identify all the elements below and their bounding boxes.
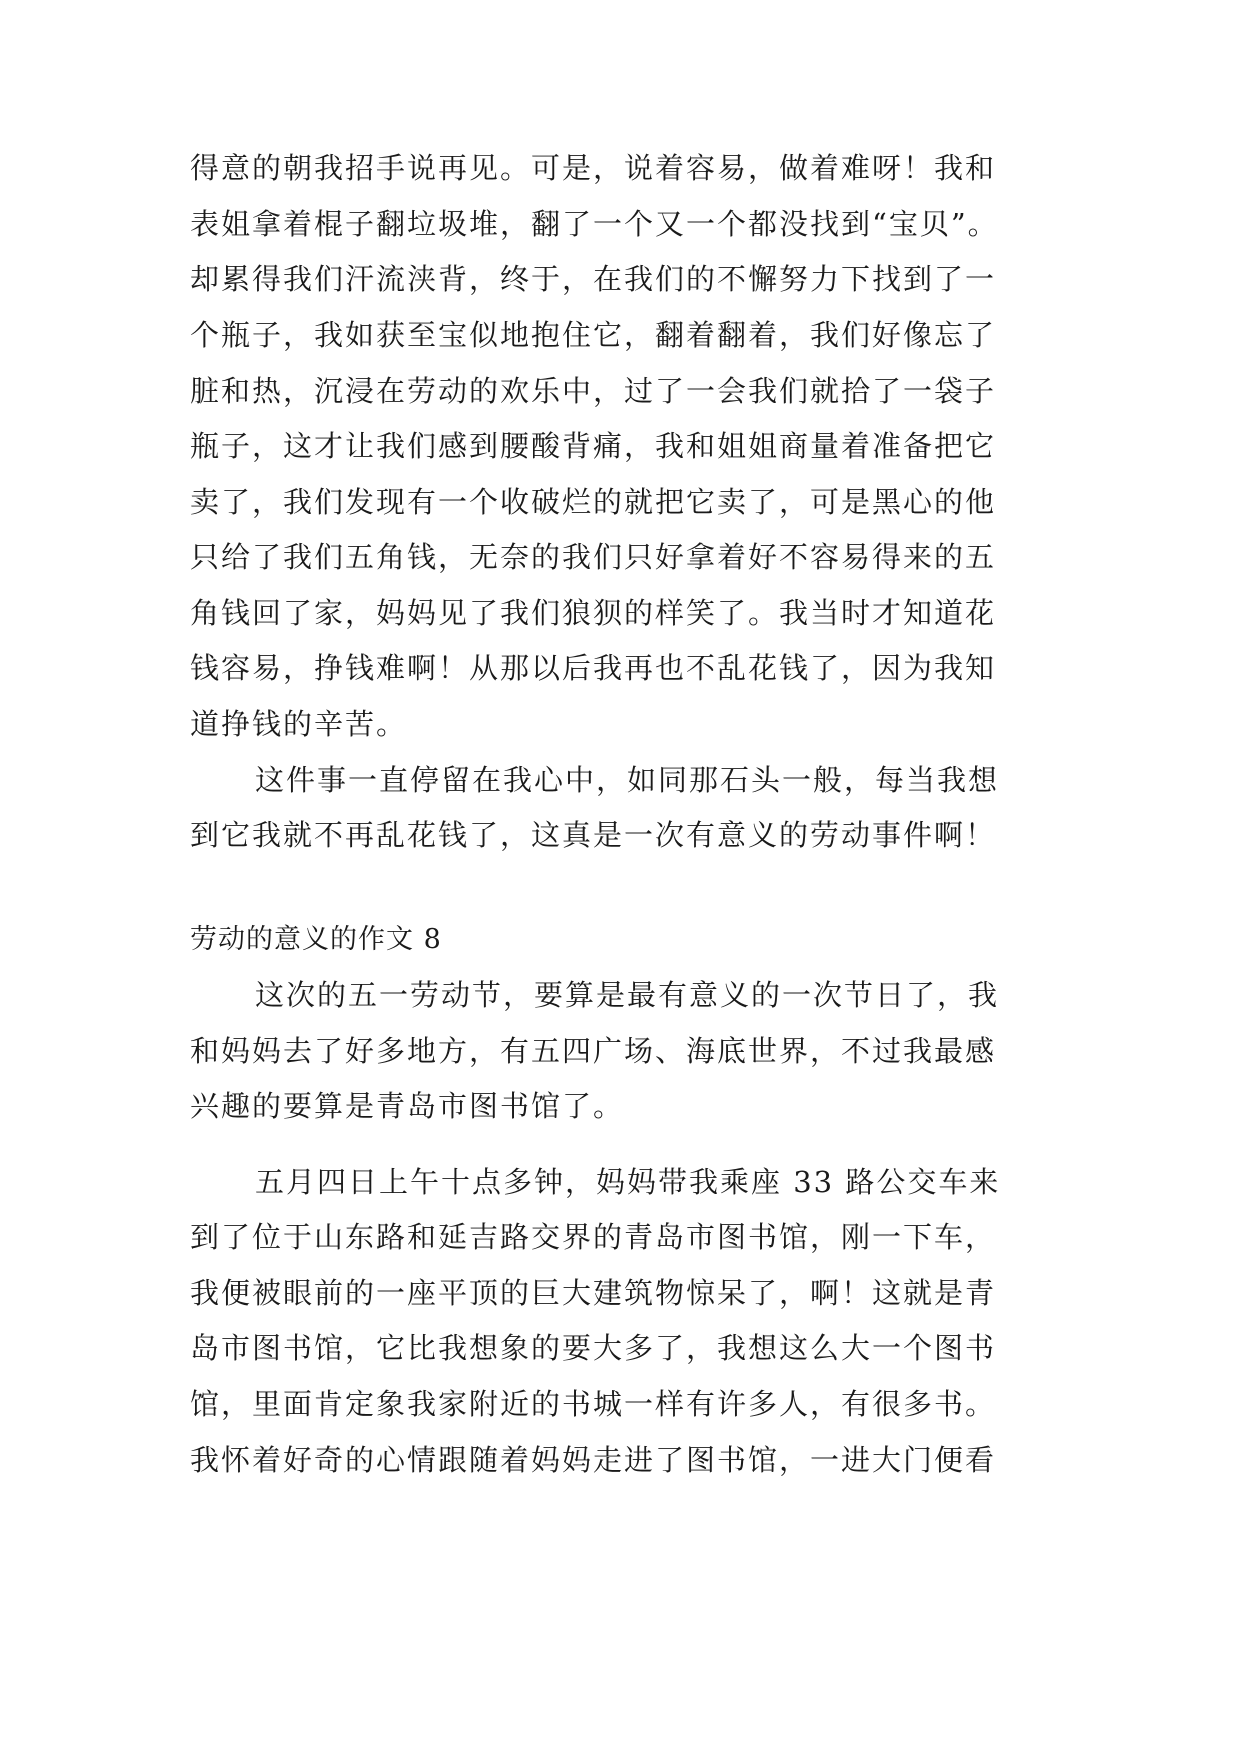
text-line: 我怀着好奇的心情跟随着妈妈走进了图书馆，一进大门便看 (190, 1443, 997, 1477)
text-line: 到了位于山东路和延吉路交界的青岛市图书馆，刚一下车， (190, 1220, 997, 1254)
text-line: 馆，里面肯定象我家附近的书城一样有许多人，有很多书。 (190, 1387, 997, 1421)
text-line: 得意的朝我招手说再见。可是，说着容易，做着难呀！我和 (190, 151, 997, 185)
essay-heading: 劳动的意义的作文 8 (190, 924, 442, 955)
text-line: 这件事一直停留在我心中，如同那石头一般，每当我想 (255, 763, 1000, 797)
text-line: 我便被眼前的一座平顶的巨大建筑物惊呆了，啊！这就是青 (190, 1276, 997, 1310)
text-line: 五月四日上午十点多钟，妈妈带我乘座 33 路公交车来 (255, 1165, 1001, 1199)
text-line: 脏和热，沉浸在劳动的欢乐中，过了一会我们就拾了一袋子 (190, 374, 997, 408)
text-line: 只给了我们五角钱，无奈的我们只好拿着好不容易得来的五 (190, 540, 997, 574)
text-line: 到它我就不再乱花钱了，这真是一次有意义的劳动事件啊！ (190, 818, 997, 852)
text-line: 个瓶子，我如获至宝似地抱住它，翻着翻着，我们好像忘了 (190, 318, 997, 352)
text-line: 瓶子，这才让我们感到腰酸背痛，我和姐姐商量着准备把它 (190, 429, 997, 463)
text-line: 兴趣的要算是青岛市图书馆了。 (190, 1089, 625, 1123)
text-line: 角钱回了家，妈妈见了我们狼狈的样笑了。我当时才知道花 (190, 596, 997, 630)
text-line: 表姐拿着棍子翻垃圾堆，翻了一个又一个都没找到“宝贝”。 (190, 207, 999, 241)
text-line: 却累得我们汗流浃背，终于，在我们的不懈努力下找到了一 (190, 262, 997, 296)
text-line: 岛市图书馆，它比我想象的要大多了，我想这么大一个图书 (190, 1331, 997, 1365)
text-line: 和妈妈去了好多地方，有五四广场、海底世界，不过我最感 (190, 1034, 997, 1068)
text-line: 这次的五一劳动节，要算是最有意义的一次节日了，我 (255, 978, 1000, 1012)
text-line: 钱容易，挣钱难啊！从那以后我再也不乱花钱了，因为我知 (190, 651, 997, 685)
text-line: 卖了，我们发现有一个收破烂的就把它卖了，可是黑心的他 (190, 485, 997, 519)
text-line: 道挣钱的辛苦。 (190, 707, 408, 741)
